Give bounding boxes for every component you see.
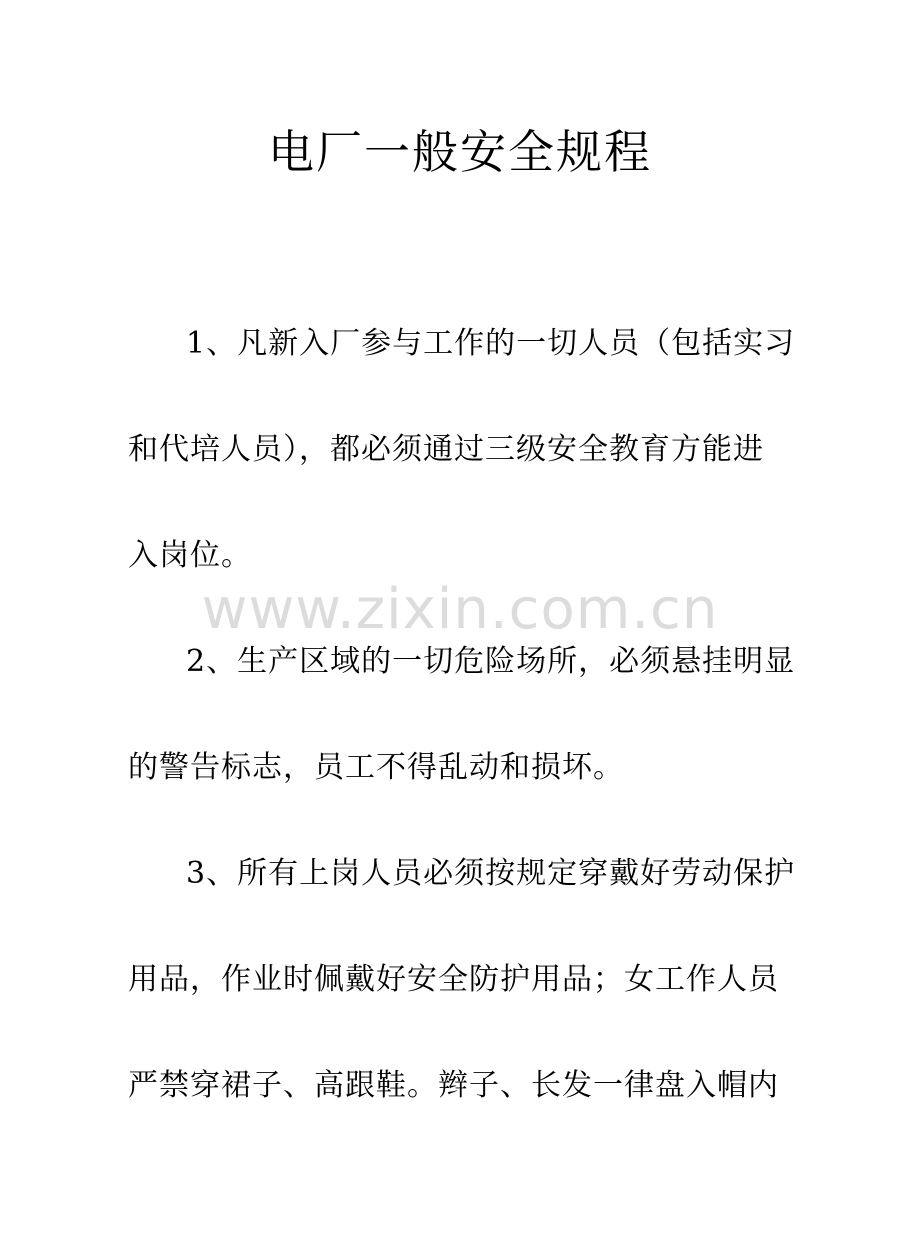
watermark: www.zixin.com.cn: [201, 577, 719, 642]
paragraph-line: 3、所有上岗人员必须按规定穿戴好劳动保护: [186, 856, 796, 891]
paragraph-line: 用品，作业时佩戴好安全防护用品；女工作人员: [128, 962, 779, 997]
paragraph-3: [128, 821, 796, 1139]
paragraph-line: 和代培人员），都必须通过三级安全教育方能进: [128, 432, 764, 467]
paragraph-1: [128, 291, 796, 609]
paragraph-line: 严禁穿裙子、高跟鞋。辫子、长发一律盘入帽内: [128, 1068, 779, 1103]
paragraph-line: 入岗位。: [128, 538, 252, 573]
paragraph-2: [128, 609, 796, 821]
page-title: 电厂一般安全规程: [268, 125, 652, 179]
document-body: [128, 291, 796, 1139]
paragraph-line: 的警告标志，员工不得乱动和损坏。: [128, 750, 624, 785]
paragraph-line: 1、凡新入厂参与工作的一切人员（包括实习: [186, 326, 796, 361]
paragraph-line: 2、生产区域的一切危险场所，必须悬挂明显: [186, 644, 796, 679]
